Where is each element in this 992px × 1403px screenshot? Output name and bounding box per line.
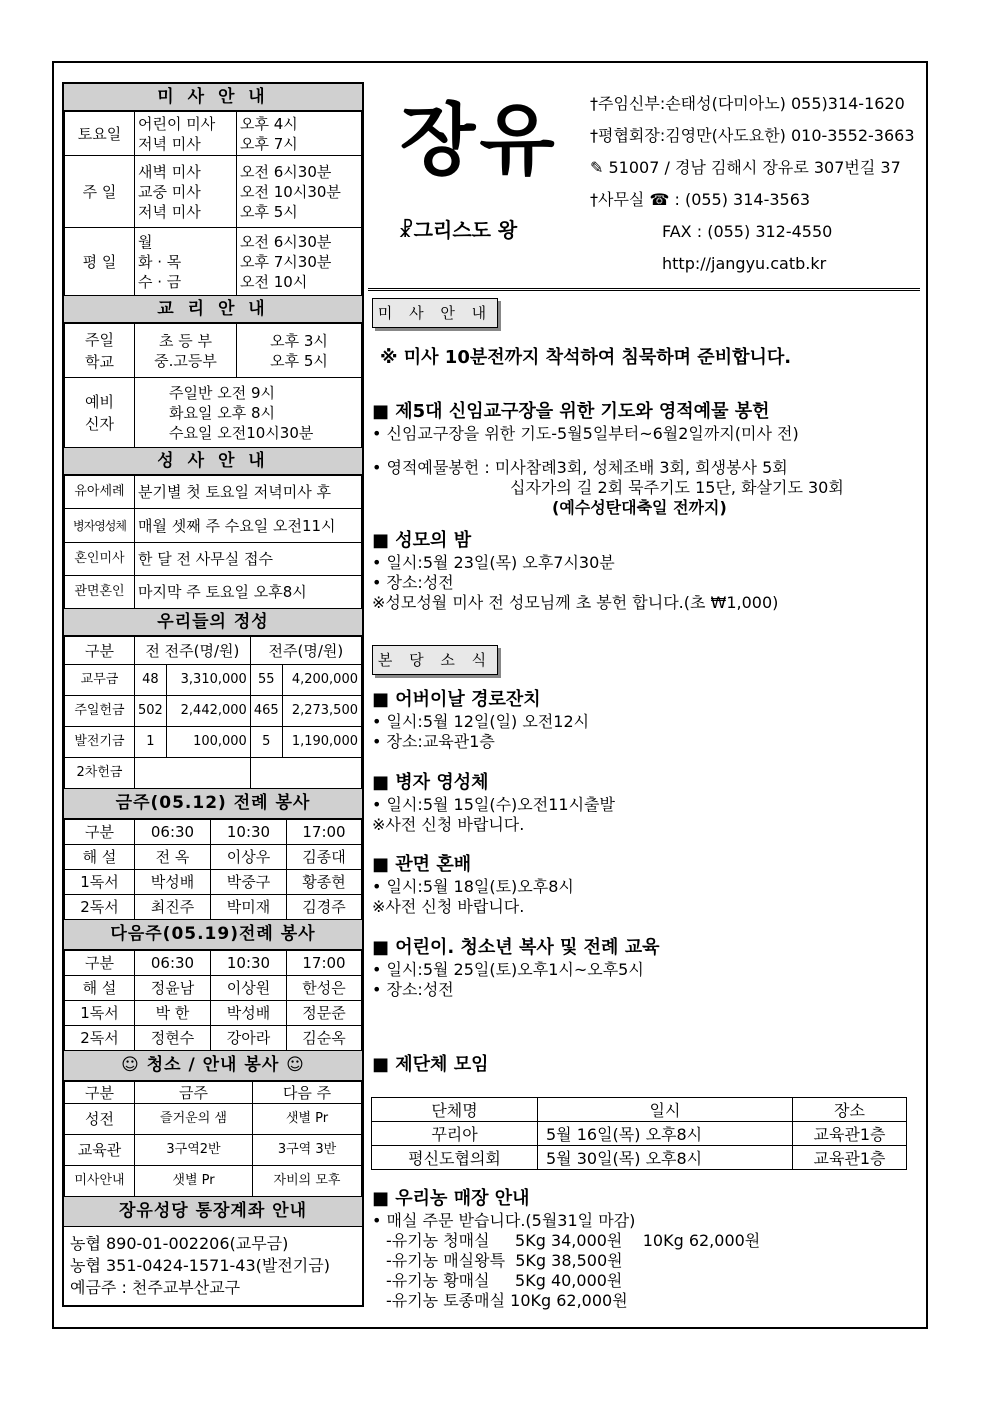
mass-time: 오후 4시 [240,114,298,133]
group-col-header: 단체명 [372,1098,538,1122]
group-col-header: 장소 [793,1098,907,1122]
cleaning-header: ☺ 청소 / 안내 봉사 ☺ [64,1051,362,1081]
group-col-header: 일시 [538,1098,793,1122]
mass-schedule-header: 미 사 안 내 [64,84,362,111]
section-line: • 장소:성전 [372,573,454,592]
service-person: 이상우 [211,845,287,870]
service-col-header: 10:30 [211,820,287,845]
catechumen-label: 예비 신자 [65,378,135,448]
offering-table [64,636,362,789]
mass-name: 새벽 미사 [138,162,201,181]
group-place: 교육관1층 [793,1146,907,1170]
saturday-label: 토요일 [65,112,135,156]
section-line: ※사전 신청 바랍니다. [372,815,525,834]
school-group: 중.고등부 [154,351,217,370]
service-person: 이상원 [211,976,287,1001]
mass-name: 수 · 금 [138,272,182,291]
cleaning-team: 3구역 3반 [253,1135,362,1166]
section-heading: ■ 제단체 모임 [372,1054,489,1075]
section-line: 십자가의 길 2회 묵주기도 15단, 화살기도 30회 [510,478,844,497]
mass-notice-badge: 미 사 안 내 [372,298,498,328]
altar-server-section [372,936,660,1000]
group-meeting-table [371,1097,907,1170]
offering-amount: 3,310,000 [166,665,250,696]
council-line: †평협회장:김영만(사도요한) 010-3552-3663 [590,126,915,145]
sacrament-label: 관면혼인 [65,576,135,609]
service-col-header: 17:00 [287,951,362,976]
section-heading: ■ 우리농 매장 안내 [372,1188,530,1209]
service-role: 1독서 [65,1001,135,1026]
section-line: -유기농 황매실 5Kg 40,000원 [386,1271,623,1290]
cleaning-col-header: 다음 주 [253,1082,362,1104]
weekday-label: 평 일 [65,228,135,296]
account-holder: 예금주 : 천주교부산교구 [70,1278,241,1297]
offering-amount [135,758,251,789]
section-line: • 매실 주문 받습니다.(5월31일 마감) [372,1211,636,1230]
cleaning-team: 샛별 Pr [135,1166,253,1197]
cleaning-team: 자비의 모후 [253,1166,362,1197]
section-line: • 일시:5월 23일(목) 오후7시30분 [372,553,615,572]
sacrament-header: 성 사 안 내 [64,448,362,475]
mass-time: 오전 6시30분 [240,232,332,251]
section-line: • 장소:교육관1층 [372,732,495,751]
section-heading: ■ 제5대 신임교구장을 위한 기도와 영적예물 봉헌 [372,401,770,422]
service-role: 해 설 [65,845,135,870]
offering-amount: 1,190,000 [282,727,361,758]
service-person: 전 옥 [135,845,211,870]
mass-name: 어린이 미사 [138,114,216,133]
service-person: 김경주 [287,895,362,920]
service-person: 박미재 [211,895,287,920]
service-person: 황종현 [287,870,362,895]
service-next-table [64,950,362,1051]
marian-night-section [372,529,778,613]
service-person: 강아라 [211,1026,287,1051]
section-line: • 일시:5월 12일(일) 오전12시 [372,712,590,731]
service-role: 2독서 [65,895,135,920]
service-col-header: 17:00 [287,820,362,845]
service-person: 정현수 [135,1026,211,1051]
catechism-header: 교 리 안 내 [64,296,362,323]
account-line: 농협 890-01-002206(교무금) [70,1234,289,1253]
mass-schedule-table [64,111,362,296]
group-date: 5월 16일(목) 오후8시 [538,1122,793,1146]
service-person: 정윤남 [135,976,211,1001]
sacrament-text: 마지막 주 토요일 오후8시 [135,576,362,609]
cleaning-team: 3구역2반 [135,1135,253,1166]
service-person: 박중구 [211,870,287,895]
cleaning-place: 교육관 [65,1135,135,1166]
offering-amount: 2,442,000 [166,696,250,727]
convalidation-section [372,853,574,917]
mass-time: 오후 5시 [240,202,298,221]
service-person: 김종대 [287,845,362,870]
masthead-divider [368,288,920,294]
service-person: 최진주 [135,895,211,920]
service-col-header: 06:30 [135,820,211,845]
bulletin-title: 장유 [400,96,559,186]
website-line: http://jangyu.catb.kr [662,254,827,273]
bulletin-subtitle: ☧그리스도 왕 [398,218,518,242]
offering-col-header: 전 전주(명/원) [135,637,251,665]
account-info [64,1227,362,1305]
sunday-school-label: 주일 학교 [65,324,135,378]
section-line: -유기농 청매실 5Kg 34,000원 10Kg 62,000원 [386,1231,761,1250]
catechumen-class: 수요일 오전10시30분 [169,423,314,442]
service-person: 한성은 [287,976,362,1001]
section-line: • 신임교구장을 위한 기도-5월5일부터~6월2일까지(미사 전) [372,424,799,443]
section-heading: ■ 관면 혼배 [372,854,472,875]
catechumen-class: 화요일 오후 8시 [169,403,276,422]
school-group: 초 등 부 [158,331,212,350]
sacrament-text: 한 달 전 사무실 접수 [135,543,362,576]
bishop-prayer-section [372,400,844,518]
sacrament-label: 병자영성체 [65,509,135,543]
mass-name: 저녁 미사 [138,202,201,221]
pastor-line: †주임신부:손태성(다미아노) 055)314-1620 [590,94,905,113]
offering-count: 1 [135,727,167,758]
sacrament-label: 유아세례 [65,476,135,509]
section-line: ※성모성월 미사 전 성모님께 초 봉헌 합니다.(초 ₩1,000) [372,593,779,612]
offering-label: 2차헌금 [65,758,135,789]
account-header: 장유성당 통장계좌 안내 [64,1197,362,1227]
offering-amount: 2,273,500 [282,696,361,727]
service-person: 김순옥 [287,1026,362,1051]
section-heading: ■ 어버이날 경로잔치 [372,689,541,710]
group-place: 교육관1층 [793,1122,907,1146]
fax-line: FAX : (055) 312-4550 [662,222,833,241]
office-phone-line: †사무실 ☎ : (055) 314-3563 [590,190,811,209]
address-line: ✎ 51007 / 경남 김해시 장유로 307번길 37 [590,158,901,177]
school-time: 오후 5시 [270,351,328,370]
mass-notice-text: ※ 미사 10분전까지 착석하여 침묵하며 준비합니다. [380,347,792,368]
offering-amount [250,758,361,789]
service-this-table [64,819,362,920]
mass-name: 저녁 미사 [138,134,201,153]
service-person: 박 한 [135,1001,211,1026]
cleaning-col-header: 구분 [65,1082,135,1104]
school-time: 오후 3시 [270,331,328,350]
mass-time: 오전 10시30분 [240,182,341,201]
section-line: • 장소:성전 [372,980,454,999]
mass-name: 월 [138,232,153,251]
section-line: • 일시:5월 25일(토)오후1시~오후5시 [372,960,644,979]
offering-col-header: 전주(명/원) [250,637,361,665]
catechumen-class: 주일반 오전 9시 [169,383,276,402]
mass-time: 오전 6시30분 [240,162,332,181]
account-line: 농협 351-0424-1571-43(발전기금) [70,1256,330,1275]
service-next-header: 다음주(05.19)전례 봉사 [64,920,362,950]
mass-time: 오전 10시 [240,272,308,291]
group-name: 평신도협의회 [372,1146,538,1170]
service-role: 2독서 [65,1026,135,1051]
offering-header: 우리들의 정성 [64,609,362,636]
cleaning-col-header: 금주 [135,1082,253,1104]
section-line: -유기농 토종매실 10Kg 62,000원 [386,1291,628,1310]
section-line: • 영적예물봉헌 : 미사참례3회, 성체조배 3회, 희생봉사 5회 [372,458,788,477]
cleaning-table [64,1081,362,1197]
farm-store-section [372,1187,760,1311]
sacrament-text: 분기별 첫 토요일 저녁미사 후 [135,476,362,509]
cleaning-team: 즐거운의 샘 [135,1104,253,1135]
service-this-header: 금주(05.12) 전례 봉사 [64,789,362,819]
left-column [62,82,364,1307]
offering-count: 48 [135,665,167,696]
offering-label: 주일헌금 [65,696,135,727]
mass-time: 오후 7시30분 [240,252,332,271]
parish-news-badge: 본 당 소 식 [372,645,498,675]
section-line: ※사전 신청 바랍니다. [372,897,525,916]
service-col-header: 구분 [65,951,135,976]
service-role: 1독서 [65,870,135,895]
offering-count: 55 [250,665,282,696]
section-line: • 일시:5월 18일(토)오후8시 [372,877,574,896]
parents-day-section [372,688,589,752]
offering-amount: 100,000 [166,727,250,758]
sacrament-label: 혼인미사 [65,543,135,576]
offering-label: 발전기금 [65,727,135,758]
mass-name: 교중 미사 [138,182,201,201]
service-person: 박성배 [135,870,211,895]
section-heading: ■ 병자 영성체 [372,772,489,793]
cleaning-team: 샛별 Pr [253,1104,362,1135]
offering-label: 교무금 [65,665,135,696]
parish-contact-info [590,88,915,280]
service-col-header: 구분 [65,820,135,845]
offering-amount: 4,200,000 [282,665,361,696]
cleaning-place: 성전 [65,1104,135,1135]
catechism-table [64,323,362,448]
section-line: • 일시:5월 15일(수)오전11시출발 [372,795,615,814]
sacrament-text: 매월 셋째 주 수요일 오전11시 [135,509,362,543]
section-line: (예수성탄대축일 전까지) [552,498,727,517]
service-person: 박성배 [211,1001,287,1026]
offering-count: 5 [250,727,282,758]
offering-col-header: 구분 [65,637,135,665]
service-col-header: 10:30 [211,951,287,976]
service-role: 해 설 [65,976,135,1001]
offering-count: 502 [135,696,167,727]
sacrament-table [64,475,362,609]
section-heading: ■ 어린이. 청소년 복사 및 전례 교육 [372,937,660,958]
service-col-header: 06:30 [135,951,211,976]
sick-communion-section [372,771,615,835]
mass-time: 오후 7시 [240,134,298,153]
service-person: 정문준 [287,1001,362,1026]
section-line: -유기농 매실왕특 5Kg 38,500원 [386,1251,623,1270]
sunday-label: 주 일 [65,156,135,228]
mass-name: 화 · 목 [138,252,182,271]
group-date: 5월 30일(목) 오후8시 [538,1146,793,1170]
groups-section [372,1053,488,1077]
offering-count: 465 [250,696,282,727]
section-heading: ■ 성모의 밤 [372,530,472,551]
cleaning-place: 미사안내 [65,1166,135,1197]
group-name: 꾸리아 [372,1122,538,1146]
